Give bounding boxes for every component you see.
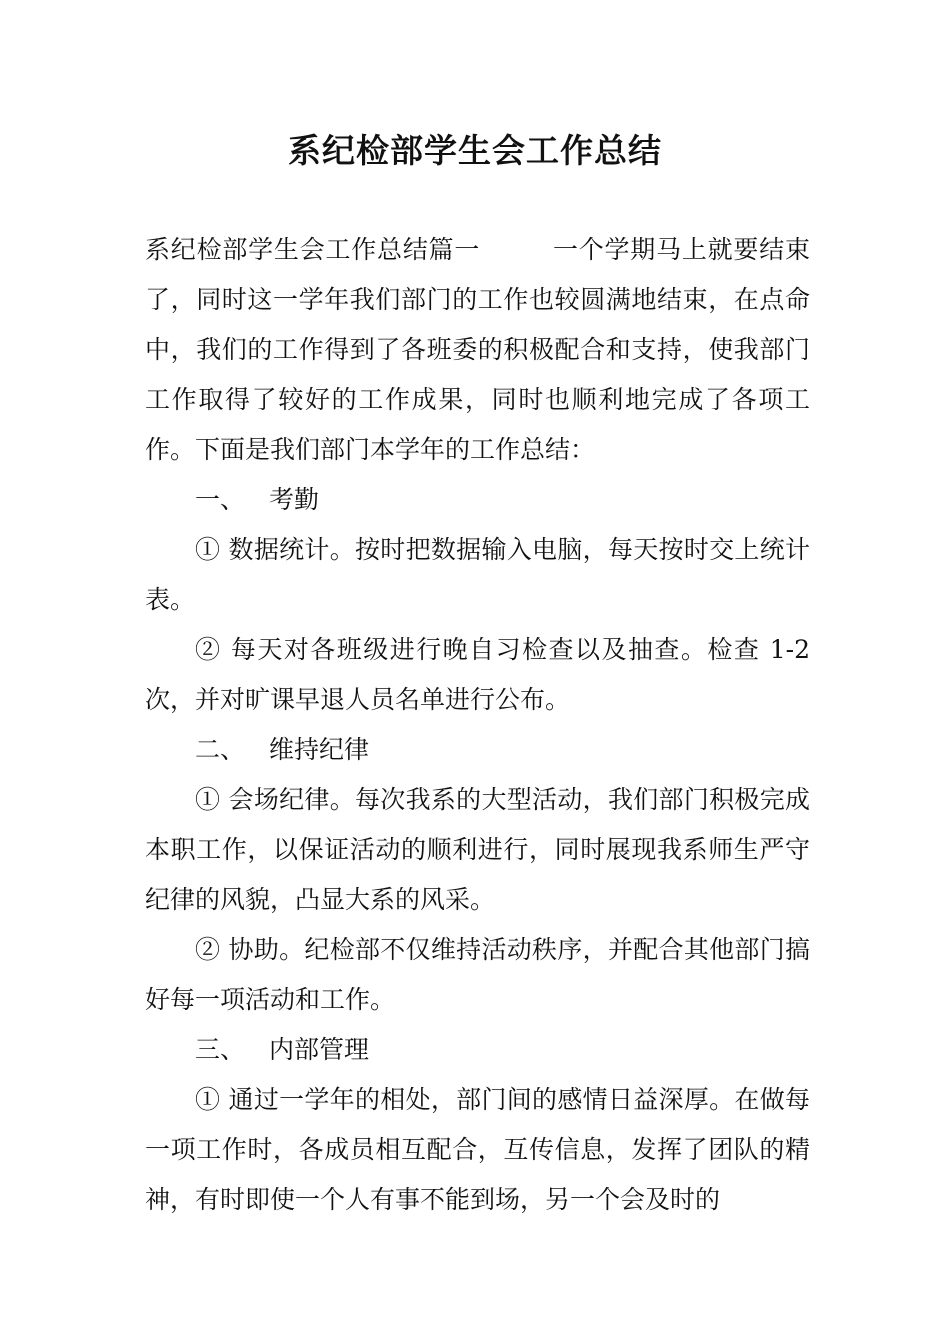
section-heading bbox=[145, 475, 810, 525]
section-item: ② 每天对各班级进行晚自习检查以及抽查。检查 1-2 次，并对旷课早退人员名单进行公布。 bbox=[145, 635, 810, 714]
section-item: ① 数据统计。按时把数据输入电脑，每天按时交上统计表。 bbox=[145, 535, 810, 614]
section-title: 考勤 bbox=[269, 485, 320, 514]
section-heading bbox=[145, 1025, 810, 1075]
section-number: 三、 bbox=[195, 1035, 246, 1064]
section-heading bbox=[145, 725, 810, 775]
section-number: 二、 bbox=[195, 735, 246, 764]
section-item: ① 会场纪律。每次我系的大型活动，我们部门积极完成本职工作，以保证活动的顺利进行，同时展现我系师生严守纪律的风貌，凸显大系的风采。 bbox=[145, 785, 810, 914]
intro-paragraph bbox=[145, 225, 810, 475]
intro-lead: 系纪检部学生会工作总结篇一 bbox=[145, 235, 481, 264]
section-title: 维持纪律 bbox=[269, 735, 370, 764]
document-body bbox=[145, 225, 810, 1225]
intro-text: 一个学期马上就要结束了，同时这一学年我们部门的工作也较圆满地结束，在点命中，我们的工作得到了各班委的积极配合和支持，使我部门工作取得了较好的工作成果，同时也顺利地完成了各项工作。下面是我们部门本学年的工作总结： bbox=[145, 235, 810, 464]
section-title: 内部管理 bbox=[269, 1035, 370, 1064]
section-item: ② 协助。纪检部不仅维持活动秩序，并配合其他部门搞好每一项活动和工作。 bbox=[145, 935, 810, 1014]
document-title: 系纪检部学生会工作总结 bbox=[288, 131, 662, 170]
section-number: 一、 bbox=[195, 485, 246, 514]
section-item: ① 通过一学年的相处，部门间的感情日益深厚。在做每一项工作时，各成员相互配合，互传信息，发挥了团队的精神，有时即使一个人有事不能到场，另一个会及时的 bbox=[145, 1085, 810, 1214]
